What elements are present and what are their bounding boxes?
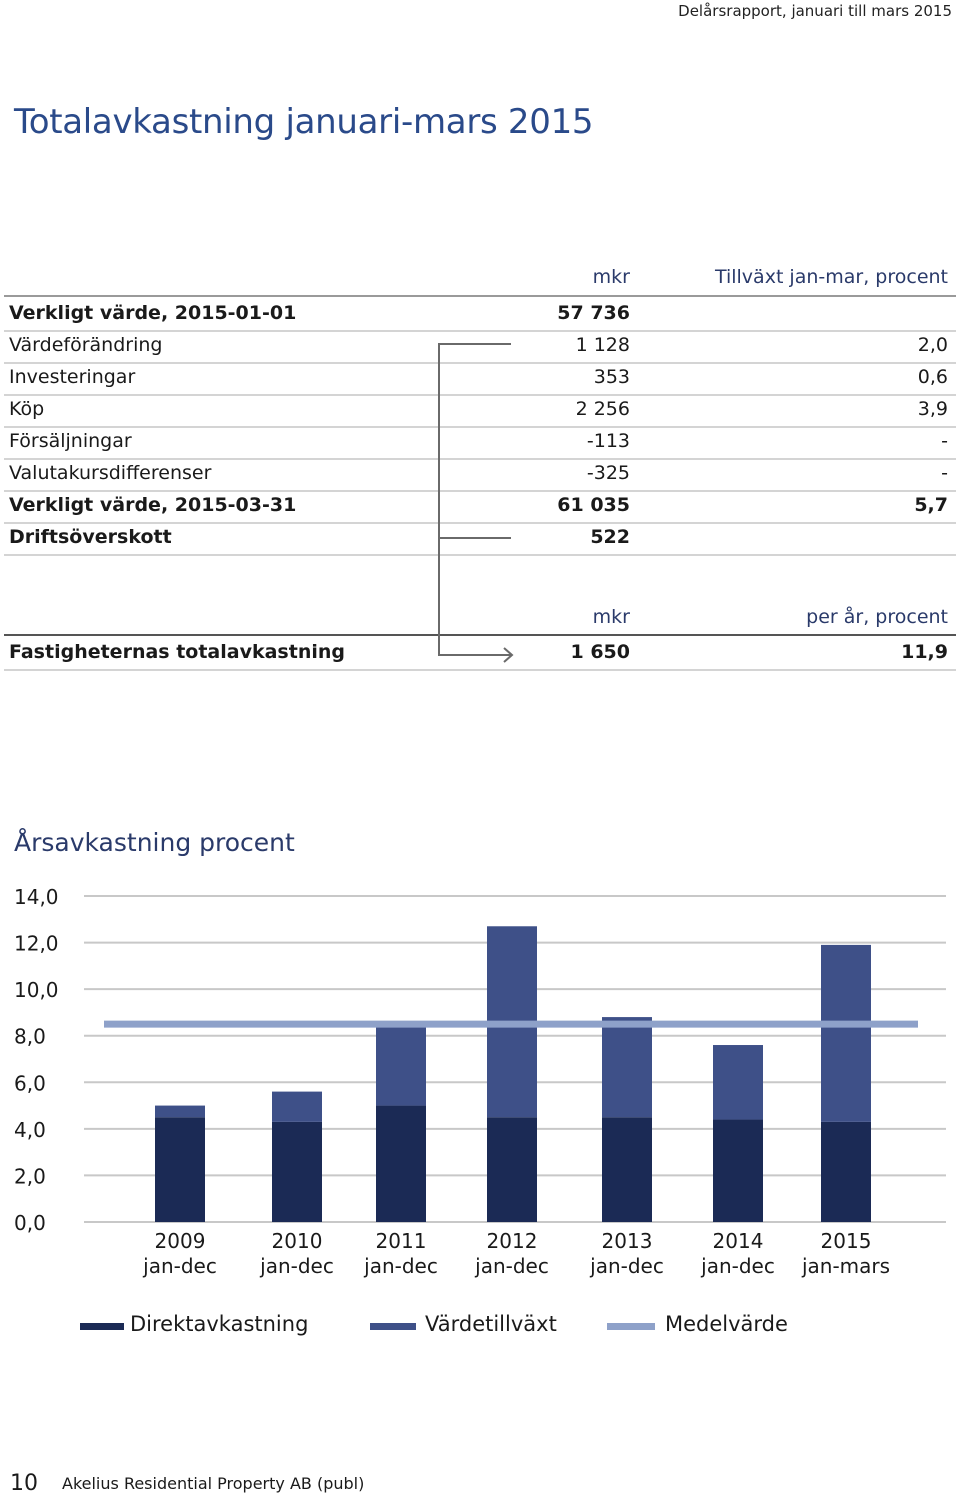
- bar-vardetillvaxt: [272, 1092, 322, 1122]
- row-pct: 11,9: [901, 641, 948, 663]
- bar-direktavkastning: [602, 1117, 652, 1222]
- table-row: [4, 637, 956, 671]
- bar-direktavkastning: [272, 1122, 322, 1222]
- table2-header-rule: [4, 634, 956, 636]
- y-tick-label: 4,0: [14, 1117, 46, 1142]
- bar-direktavkastning: [487, 1117, 537, 1222]
- table1-header-rule: [4, 295, 956, 297]
- x-tick-period: jan-dec: [475, 1254, 549, 1278]
- table1-col-mkr: mkr: [592, 266, 630, 288]
- y-tick-label: 2,0: [14, 1164, 46, 1189]
- x-tick-year: 2014: [712, 1229, 764, 1253]
- bar-direktavkastning: [376, 1106, 426, 1222]
- row-value: -325: [586, 462, 630, 484]
- bar-direktavkastning: [155, 1117, 205, 1222]
- row-value: -113: [586, 430, 630, 452]
- legend-swatch-direktavkastning: [80, 1323, 124, 1330]
- x-tick-year: 2009: [154, 1229, 206, 1253]
- row-value: 1 128: [575, 334, 630, 356]
- x-tick-period: jan-dec: [590, 1254, 664, 1278]
- row-label: Verkligt värde, 2015-03-31: [9, 494, 297, 516]
- row-label: Investeringar: [9, 366, 136, 388]
- row-pct: 2,0: [917, 334, 948, 356]
- x-tick-year: 2015: [820, 1229, 872, 1253]
- legend-label-direktavkastning: Direktavkastning: [130, 1312, 309, 1336]
- row-pct: -: [941, 462, 948, 484]
- table-row: [4, 458, 956, 492]
- legend-label-vardetillvaxt: Värdetillväxt: [425, 1312, 557, 1336]
- table-row: [4, 362, 956, 396]
- row-value: 2 256: [575, 398, 630, 420]
- y-tick-label: 6,0: [14, 1071, 46, 1096]
- bar-vardetillvaxt: [821, 945, 871, 1122]
- table-row: [4, 298, 956, 332]
- row-label: Fastigheternas totalavkastning: [9, 641, 345, 663]
- y-tick-label: 0,0: [14, 1211, 46, 1235]
- row-pct: 5,7: [914, 494, 948, 516]
- bar-direktavkastning: [821, 1122, 871, 1222]
- row-label: Valutakursdifferenser: [9, 462, 212, 484]
- x-tick-year: 2010: [271, 1229, 323, 1253]
- table1-col-growth: Tillväxt jan-mar, procent: [714, 266, 948, 288]
- row-label: Värdeförändring: [9, 334, 163, 356]
- y-tick-label: 14,0: [14, 885, 59, 909]
- row-value: 57 736: [557, 302, 630, 324]
- table-row: [4, 522, 956, 556]
- bar-vardetillvaxt: [155, 1106, 205, 1118]
- table-row: [4, 330, 956, 364]
- x-tick-year: 2011: [375, 1229, 427, 1253]
- x-tick-period: jan-mars: [801, 1254, 891, 1278]
- row-label: Driftsöverskott: [9, 526, 172, 548]
- y-tick-label: 12,0: [14, 931, 59, 956]
- row-label: Försäljningar: [9, 430, 132, 452]
- y-tick-label: 8,0: [14, 1024, 46, 1049]
- x-tick-period: jan-dec: [701, 1254, 775, 1278]
- row-value: 522: [590, 526, 630, 548]
- page-number: 10: [10, 1471, 38, 1496]
- bar-vardetillvaxt: [602, 1017, 652, 1117]
- bar-vardetillvaxt: [376, 1024, 426, 1106]
- row-value: 1 650: [570, 641, 630, 663]
- row-pct: 3,9: [917, 398, 948, 420]
- bar-direktavkastning: [713, 1120, 763, 1222]
- x-tick-period: jan-dec: [143, 1254, 217, 1278]
- row-label: Verkligt värde, 2015-01-01: [9, 302, 297, 324]
- row-pct: -: [941, 430, 948, 452]
- x-tick-year: 2013: [601, 1229, 653, 1253]
- footer-company: Akelius Residential Property AB (publ): [62, 1474, 365, 1493]
- table2-col-pct: per år, procent: [806, 606, 948, 628]
- report-header: Delårsrapport, januari till mars 2015: [678, 2, 952, 20]
- table-row: [4, 490, 956, 524]
- table2-col-mkr: mkr: [592, 606, 630, 628]
- row-value: 61 035: [557, 494, 630, 516]
- page-title: Totalavkastning januari-mars 2015: [14, 102, 594, 142]
- legend-swatch-medelvarde: [607, 1323, 655, 1330]
- x-tick-period: jan-dec: [364, 1254, 438, 1278]
- legend-swatch-vardetillvaxt: [370, 1323, 416, 1330]
- row-value: 353: [593, 366, 630, 388]
- x-tick-year: 2012: [486, 1229, 538, 1253]
- row-pct: 0,6: [917, 366, 948, 388]
- row-label: Köp: [9, 398, 45, 420]
- chart-title: Årsavkastning procent: [14, 828, 295, 857]
- bar-vardetillvaxt: [713, 1045, 763, 1120]
- chart: [0, 870, 960, 1300]
- table-row: [4, 394, 956, 428]
- y-tick-label: 10,0: [14, 978, 59, 1003]
- legend-label-medelvarde: Medelvärde: [665, 1312, 788, 1336]
- x-tick-period: jan-dec: [260, 1254, 334, 1278]
- table-row: [4, 426, 956, 460]
